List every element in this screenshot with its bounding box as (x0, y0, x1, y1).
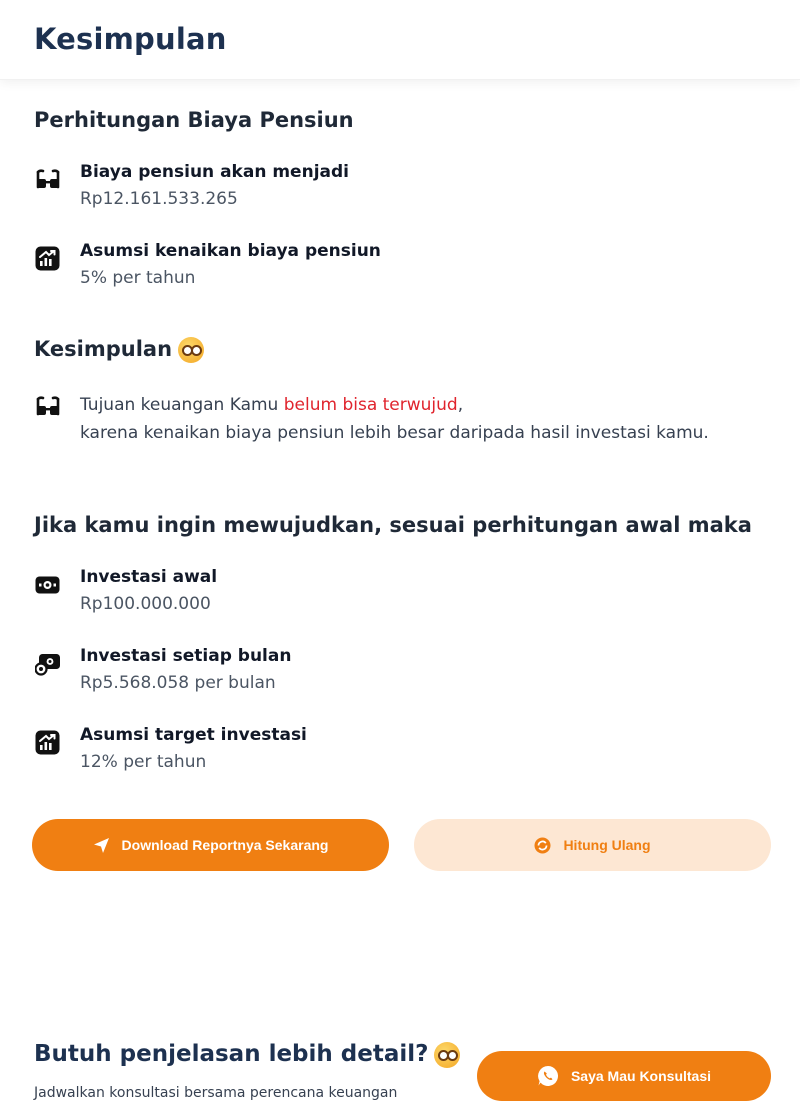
conclusion-message (80, 391, 770, 447)
item-value: Rp100.000.000 (80, 594, 211, 614)
page-title: Kesimpulan (34, 22, 227, 56)
plan-title: Jika kamu ingin mewujudkan, sesuai perhitungan awal maka (34, 513, 752, 537)
recalculate-label: Hitung Ulang (563, 837, 651, 853)
item-value: 12% per tahun (80, 752, 207, 772)
growth-chart-icon (34, 245, 61, 272)
whatsapp-icon (537, 1065, 559, 1087)
consult-label: Saya Mau Konsultasi (570, 1068, 712, 1084)
item-label: Investasi awal (80, 567, 218, 587)
conclusion-warning: belum bisa terwujud (283, 395, 458, 415)
conclusion-text-after: , (457, 395, 464, 415)
consultation-title (34, 1041, 460, 1068)
calculation-title: Perhitungan Biaya Pensiun (34, 108, 354, 132)
download-report-label: Download Reportnya Sekarang (121, 837, 329, 853)
consultation-title-text: Butuh penjelasan lebih detail? (34, 1041, 429, 1067)
consult-button[interactable] (477, 1051, 771, 1101)
conclusion-reason: karena kenaikan biaya pensiun lebih besar daripada hasil investasi kamu. (80, 423, 709, 443)
send-icon (93, 837, 110, 854)
conclusion-text-before: Tujuan keuangan Kamu (80, 395, 284, 415)
money-coin-icon (34, 650, 61, 677)
growth-chart-icon (34, 729, 61, 756)
thinking-face-emoji-icon (178, 337, 204, 363)
glasses-icon (34, 393, 61, 420)
download-report-button[interactable] (32, 819, 389, 871)
money-icon (34, 571, 61, 598)
recalculate-button[interactable] (414, 819, 771, 871)
conclusion-title-text: Kesimpulan (34, 337, 173, 361)
item-label: Biaya pensiun akan menjadi (80, 162, 349, 182)
item-value: 5% per tahun (80, 268, 196, 288)
item-label: Asumsi target investasi (80, 725, 307, 745)
item-label: Asumsi kenaikan biaya pensiun (80, 241, 381, 261)
item-value: Rp5.568.058 per bulan (80, 673, 276, 693)
refresh-icon (534, 837, 551, 854)
item-label: Investasi setiap bulan (80, 646, 292, 666)
page-header (0, 0, 800, 80)
item-value: Rp12.161.533.265 (80, 189, 238, 209)
thinking-face-emoji-icon (434, 1042, 460, 1068)
glasses-icon (34, 166, 61, 193)
conclusion-title (34, 337, 204, 363)
consultation-subtitle: Jadwalkan konsultasi bersama perencana keuangan (34, 1085, 398, 1101)
